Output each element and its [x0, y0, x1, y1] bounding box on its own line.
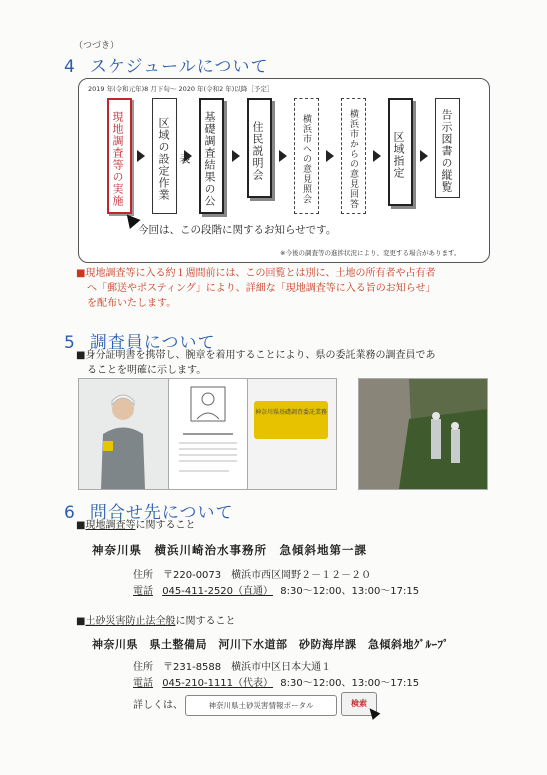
step-area-designation: 区域指定	[388, 98, 413, 206]
contact-1-hours: 8:30～12:00、13:00～17:15	[280, 586, 420, 597]
phone-label: 電話	[133, 586, 153, 597]
contact-2-topic-keyword: 土砂災害防止法全般	[85, 616, 176, 627]
section-4-heading	[64, 52, 268, 77]
advance-notice-line: を配布いたします。	[87, 298, 177, 309]
arrow-icon	[326, 150, 334, 162]
continued-label: （つづき）	[74, 41, 120, 51]
bullet-mark: ■	[76, 520, 86, 531]
contact-1-phone: 045-411-2520（直通）	[162, 586, 274, 597]
advance-notice-text	[76, 266, 436, 311]
step-reply-from-city: 横浜市からの意見回答	[341, 98, 366, 214]
contact-1-phone-row	[133, 584, 419, 599]
section-5-number: 5	[64, 333, 76, 353]
contact-1-org: 神奈川県 横浜川崎治水事務所 急傾斜地第一課	[92, 543, 367, 557]
search-button[interactable]: 検索	[341, 692, 377, 716]
arrow-icon	[420, 150, 428, 162]
arrow-icon	[279, 150, 287, 162]
contact-2-topic	[76, 614, 235, 629]
schedule-period: 2019 年(令和元年)8 月下旬～ 2020 年(令和2 年)以降［予定］	[88, 85, 274, 93]
step-field-survey: 現地調査等の実施	[107, 98, 132, 214]
section-4-number: 4	[64, 57, 76, 77]
contact-2-topic-suffix: に関すること	[175, 616, 236, 627]
field-survey-photo	[358, 378, 488, 490]
armband-image	[247, 378, 337, 490]
surveyor-line: ■身分証明書を携帯し、腕章を着用することにより、県の委託業務の調査員であ	[76, 350, 436, 361]
portal-search-box[interactable]: 神奈川県土砂災害情報ポータル	[185, 695, 337, 716]
id-card-image	[168, 378, 248, 490]
arrow-icon	[232, 150, 240, 162]
step-briefing: 住民説明会	[247, 98, 272, 198]
current-stage-note: 今回は、この段階に関するお知らせです。	[138, 224, 337, 236]
advance-notice-line: へ「郵送やポスティング」により、詳細な「現地調査等に入る旨のお知らせ」	[87, 283, 436, 294]
step-results-publication: 基礎調査結果の公表	[199, 98, 224, 214]
contact-1-topic-suffix: に関すること	[135, 520, 196, 531]
bullet-mark: ■	[76, 616, 86, 627]
contact-1-topic	[76, 518, 195, 533]
section-6-number: 6	[64, 503, 76, 523]
contact-1-topic-keyword: 現地調査等	[85, 520, 136, 531]
section-4-title: スケジュールについて	[89, 57, 269, 77]
step-area-setting: 区域の設定作業	[152, 98, 177, 214]
step-inquiry-to-city: 横浜市への意見照会	[294, 98, 319, 214]
section-5-title: 調査員について	[89, 333, 216, 353]
schedule-change-note: ※今後の調査等の進捗状況により、変更する場合があります。	[280, 249, 461, 257]
section-6-title: 問合せ先について	[89, 503, 234, 523]
contact-2-hours: 8:30～12:00、13:00～17:15	[280, 678, 420, 689]
arrow-icon	[137, 150, 145, 162]
more-info-label: 詳しくは、	[133, 700, 183, 711]
surveyor-photo	[78, 378, 169, 490]
step-public-inspection: 告示図書の縦覧	[435, 98, 460, 198]
contact-2-org: 神奈川県 県土整備局 河川下水道部 砂防海岸課 急傾斜地ｸﾞﾙｰﾌﾟ	[92, 638, 449, 651]
surveyor-line: ることを明確に示します。	[87, 365, 207, 376]
contact-2-phone: 045-210-1111（代表）	[162, 678, 274, 689]
armband-label: 神奈川県基礎調査委託業務	[254, 401, 328, 439]
contact-1-address: 住所 〒220-0073 横浜市西区岡野２－１２－２０	[133, 570, 372, 581]
advance-notice-line: ■現地調査等に入る約１週間前には、この回覧とは別に、土地の所有者や占有者	[76, 268, 436, 279]
phone-label: 電話	[133, 678, 153, 689]
surveyor-description	[76, 348, 435, 378]
contact-2-address: 住所 〒231-8588 横浜市中区日本大通１	[133, 662, 332, 673]
contact-2-phone-row	[133, 676, 419, 691]
arrow-icon	[373, 150, 381, 162]
